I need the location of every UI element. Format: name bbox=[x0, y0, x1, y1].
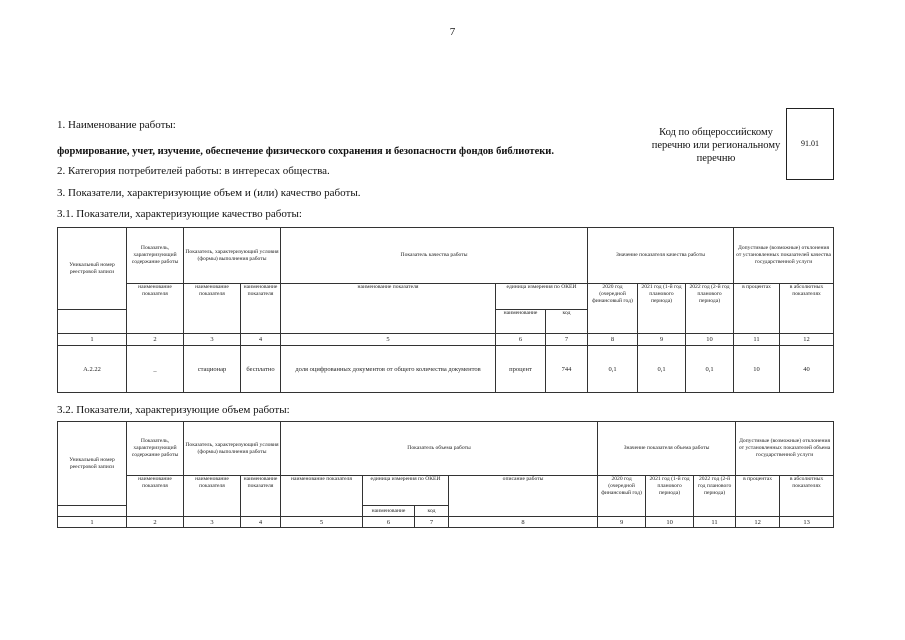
t2-h-content-name: наименование показателя bbox=[127, 476, 184, 517]
t2-h-values: Значение показателя объема работы bbox=[598, 422, 736, 476]
t1-num: 4 bbox=[241, 334, 281, 346]
t1-h-values: Значение показателя качества работы bbox=[588, 228, 734, 284]
t2-h-absolute: в абсолютных показателях bbox=[780, 476, 834, 517]
t1-h-content-name: наименование показателя bbox=[127, 284, 184, 334]
code-label: Код по общероссийскому перечню или региональному перечню bbox=[651, 127, 781, 164]
t2-num: 2 bbox=[127, 517, 184, 528]
t1-h-2020: 2020 год (очередной финансовый год) bbox=[588, 284, 638, 334]
quality-table bbox=[57, 227, 834, 393]
t1-h-unit-code: код bbox=[546, 310, 588, 334]
t1-row-percent: 10 bbox=[734, 346, 780, 393]
t1-h-registry-blank bbox=[58, 310, 127, 334]
t2-h-deviation: Допустимые (возможные) отклонения от установленных показателей объема государственной услуги bbox=[736, 422, 834, 476]
t1-num: 3 bbox=[184, 334, 241, 346]
t1-num: 5 bbox=[281, 334, 496, 346]
t2-h-form-name: наименование показателя bbox=[184, 476, 241, 517]
t1-num: 7 bbox=[546, 334, 588, 346]
t2-h-volume: Показатель объема работы bbox=[281, 422, 598, 476]
t1-row-registry: А.2.22 bbox=[58, 346, 127, 393]
t2-num: 8 bbox=[449, 517, 598, 528]
t2-h-2021: 2021 год (1-й год планового периода) bbox=[646, 476, 694, 517]
t2-h-2020: 2020 год (очередной финансовый год) bbox=[598, 476, 646, 517]
t2-num: 10 bbox=[646, 517, 694, 528]
t2-h-conditions: Показатель, характеризующий условия (формы) выполнения работы bbox=[184, 422, 281, 476]
work-name: формирование, учет, изучение, обеспечение физического сохранения и безопасности фондов библиотеки. bbox=[57, 146, 554, 157]
t2-h-description: описание работы bbox=[449, 476, 598, 517]
t2-h-unit-name: наименование bbox=[363, 506, 415, 517]
t1-h-conditions: Показатель, характеризующий условия (формы) выполнения работы bbox=[184, 228, 281, 284]
t2-h-indicator-name: наименование показателя bbox=[281, 476, 363, 517]
t2-h-content: Показатель, характеризующий содержание работы bbox=[127, 422, 184, 476]
t1-num: 6 bbox=[496, 334, 546, 346]
t1-h-2022: 2022 год (2-й год планового периода) bbox=[686, 284, 734, 334]
page-number: 7 bbox=[449, 26, 456, 38]
indicators-line: 3. Показатели, характеризующие объем и (или) качество работы. bbox=[57, 187, 361, 199]
t1-row-pay: бесплатно bbox=[241, 346, 281, 393]
t1-h-quality: Показатель качества работы bbox=[281, 228, 588, 284]
t1-num: 2 bbox=[127, 334, 184, 346]
t1-h-absolute: в абсолютных показателях bbox=[780, 284, 834, 334]
t1-row-unit-code: 744 bbox=[546, 346, 588, 393]
t1-num: 10 bbox=[686, 334, 734, 346]
t1-h-indicator-name: наименование показателя bbox=[281, 284, 496, 334]
category-line: 2. Категория потребителей работы: в интересах общества. bbox=[57, 165, 330, 177]
t1-row-absolute: 40 bbox=[780, 346, 834, 393]
t2-num: 11 bbox=[694, 517, 736, 528]
t2-h-registry-blank bbox=[58, 506, 127, 517]
t1-row-2022: 0,1 bbox=[686, 346, 734, 393]
t1-row-2021: 0,1 bbox=[638, 346, 686, 393]
t1-row-2020: 0,1 bbox=[588, 346, 638, 393]
t1-h-percent: в процентах bbox=[734, 284, 780, 334]
t2-num: 9 bbox=[598, 517, 646, 528]
t1-row-content: _ bbox=[127, 346, 184, 393]
section1-label: 1. Наименование работы: bbox=[57, 119, 176, 131]
t1-row-form: стационар bbox=[184, 346, 241, 393]
t1-row-indicator: доля оцифрованных документов от общего количества документов bbox=[281, 346, 496, 393]
t2-num: 12 bbox=[736, 517, 780, 528]
volume-table bbox=[57, 421, 834, 528]
t1-row-unit-name: процент bbox=[496, 346, 546, 393]
t2-h-pay-name: наименование показателя bbox=[241, 476, 281, 517]
t1-h-unit: единица измерения по ОКЕИ bbox=[496, 284, 588, 310]
t2-num: 5 bbox=[281, 517, 363, 528]
t1-h-pay-name: наименование показателя bbox=[241, 284, 281, 334]
code-value: 91.01 bbox=[801, 139, 819, 148]
t2-h-percent: в процентах bbox=[736, 476, 780, 517]
table2-title: 3.2. Показатели, характеризующие объем работы: bbox=[57, 404, 290, 416]
t1-h-content: Показатель, характеризующий содержание работы bbox=[127, 228, 184, 284]
t2-num: 1 bbox=[58, 517, 127, 528]
t1-num: 12 bbox=[780, 334, 834, 346]
t1-num: 11 bbox=[734, 334, 780, 346]
t1-h-deviation: Допустимые (возможные) отклонения от установленных показателей качества государственной услуги bbox=[734, 228, 834, 284]
t2-h-registry: Уникальный номер реестровой записи bbox=[58, 422, 127, 506]
t2-num: 6 bbox=[363, 517, 415, 528]
t1-num: 9 bbox=[638, 334, 686, 346]
t2-num: 13 bbox=[780, 517, 834, 528]
t1-h-form-name: наименование показателя bbox=[184, 284, 241, 334]
t1-num: 8 bbox=[588, 334, 638, 346]
table1-title: 3.1. Показатели, характеризующие качество работы: bbox=[57, 208, 302, 220]
t1-h-registry: Уникальный номер реестровой записи bbox=[58, 228, 127, 310]
t1-h-2021: 2021 год (1-й год планового периода) bbox=[638, 284, 686, 334]
t1-num: 1 bbox=[58, 334, 127, 346]
t1-h-unit-name: наименование bbox=[496, 310, 546, 334]
t2-num: 7 bbox=[415, 517, 449, 528]
t2-num: 3 bbox=[184, 517, 241, 528]
t2-h-2022: 2022 год (2-й год планового периода) bbox=[694, 476, 736, 517]
t2-num: 4 bbox=[241, 517, 281, 528]
t2-h-unit: единица измерения по ОКЕИ bbox=[363, 476, 449, 506]
code-box bbox=[786, 108, 834, 180]
t2-h-unit-code: код bbox=[415, 506, 449, 517]
